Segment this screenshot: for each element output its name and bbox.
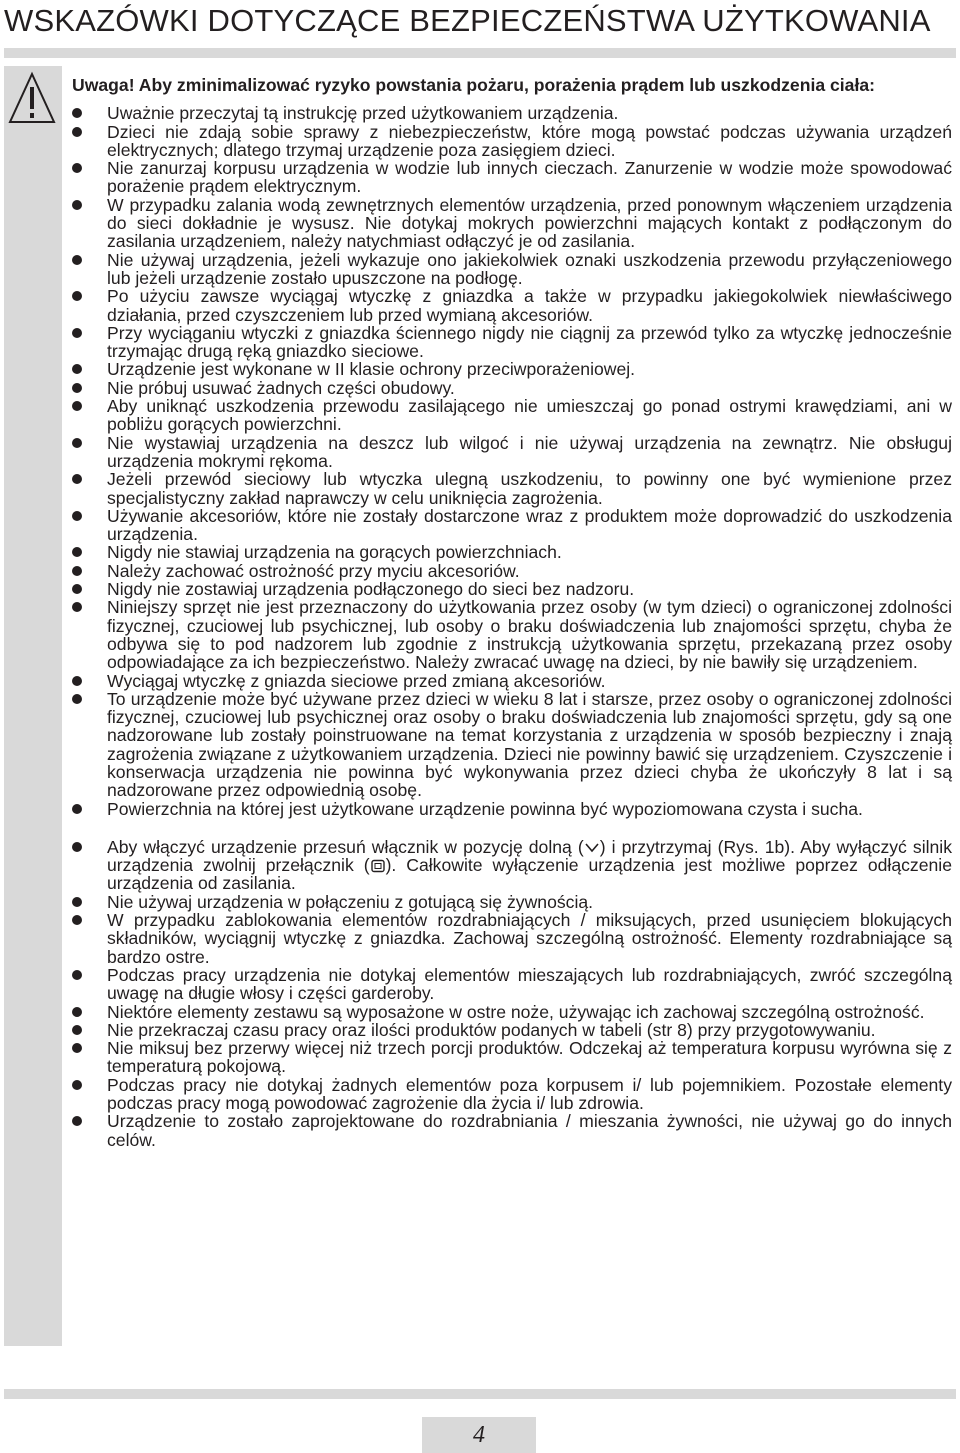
list-item-text: Urządzenie to zostało zaprojektowane do rozdrabniania / mieszania żywności, nie używaj go do innych celów. (107, 1111, 952, 1150)
list-item (72, 434, 952, 471)
list-item (72, 800, 952, 818)
bullet-icon (72, 842, 82, 852)
list-item (72, 507, 952, 544)
bullet-icon (72, 291, 82, 301)
bullet-icon (72, 383, 82, 393)
list-item (72, 324, 952, 361)
list-item (72, 598, 952, 671)
usage-list (72, 838, 952, 893)
list-item-text: Uważnie przeczytaj tą instrukcję przed użytkowaniem urządzenia. (107, 103, 619, 124)
bullet-icon (72, 401, 82, 411)
list-item (72, 470, 952, 507)
list-item (72, 159, 952, 196)
list-item (72, 911, 952, 966)
list-item (72, 196, 952, 251)
switch-off-icon (370, 859, 386, 873)
list-item-text: Po użyciu zawsze wyciągaj wtyczkę z gniazdka a także w przypadku jakiegokolwiek niewłaściwego działania, przed czyszczeniem lub przed wymianą akcesoriów. (107, 286, 952, 325)
bullet-icon (72, 804, 82, 814)
bullet-icon (72, 163, 82, 173)
bullet-icon (72, 1007, 82, 1017)
list-item (72, 672, 952, 690)
bullet-icon (72, 1043, 82, 1053)
list-item (72, 397, 952, 434)
bullet-icon (72, 970, 82, 980)
list-item-text: Przy wyciąganiu wtyczki z gniazdka ściennego nigdy nie ciągnij za przewód tylko za wtyczkę jednocześnie trzymając drugą ręką gniazdko sieciowe. (107, 322, 952, 362)
bullet-icon (72, 676, 82, 686)
list-item-text: Niektóre elementy zestawu są wyposażone w ostre noże, używając ich zachowaj szczególną ostrożność. (107, 1001, 925, 1022)
list-item-text: W przypadku zablokowania elementów rozdrabniających / miksujących, przed usunięciem blokujących składników, wyciągnij wtyczkę z gniazdka. Zachowaj szczególną ostrożność. Elementy rozdrabniające są bardzo ostre. (107, 910, 952, 967)
list-item (72, 1076, 952, 1113)
warning-heading: Uwaga! Aby zminimalizować ryzyko powstania pożaru, porażenia prądem lub uszkodzenia ciała: (72, 75, 875, 95)
list-item (72, 562, 952, 580)
list-item (72, 1003, 952, 1021)
bullet-icon (72, 127, 82, 137)
list-item-text: Nie miksuj bez przerwy więcej niż trzech porcji produktów. Odczekaj aż temperatura korpusu wyrówna się z temperaturą pokojową. (107, 1038, 952, 1077)
warning-triangle-icon (7, 70, 57, 128)
list-item-text: Nigdy nie zostawiaj urządzenia podłączonego do sieci bez nadzoru. (107, 579, 635, 600)
list-item: Aby włączyć urządzenie przesuń włącznik w pozycję dolną ( ) i przytrzymaj (Rys. 1b). Aby wyłączyć silnik urządzenia zwolnij przełącznik ( ). Całkowite wyłączenie urządzenia jest możliwe poprzez odłączenie urządzenia od zasilania. (72, 838, 952, 893)
bullet-icon (72, 108, 82, 118)
list-item-text: Niniejszy sprzęt nie jest przeznaczony do użytkowania przez osoby (w tym dzieci) o ograniczonej zdolności fizycznej, czuciowej lub psychicznej, lub osoby o braku doświadczenia lub znajomości sprzętu, chyba że odbywa się to pod nadzorem lub zgodnie z instrukcją użytkowania sprzętu, przekazaną przez osoby odpowiadające za ich bezpieczeństwo. Należy zwracać uwagę na dzieci, by nie bawiły się urządzeniem. (107, 597, 952, 673)
title-divider (4, 48, 956, 58)
bullet-icon (72, 566, 82, 576)
list-item (72, 1112, 952, 1149)
bullet-icon (72, 694, 82, 704)
list-item (72, 360, 952, 378)
list-item-text: Jeżeli przewód sieciowy lub wtyczka ulegną uszkodzeniu, to powinny one być wymienione przez specjalistyczny zakład naprawczy w celu uniknięcia zagrożenia. (107, 469, 952, 508)
list-item-text: Nie używaj urządzenia, jeżeli wykazuje ono jakiekolwiek oznaki uszkodzenia przewodu przyłączeniowego lub jeżeli urządzenie zostało upuszczone na podłogę. (107, 249, 952, 288)
list-item (72, 1021, 952, 1039)
safety-list (72, 104, 952, 818)
bullet-icon (72, 547, 82, 557)
bullet-icon (72, 584, 82, 594)
list-item-text: Nie wystawiaj urządzenia na deszcz lub wilgoć i nie używaj urządzenia na zewnątrz. Nie obsługuj urządzenia mokrymi rękoma. (107, 432, 952, 471)
bullet-icon (72, 255, 82, 265)
list-item-text: Podczas pracy urządzenia nie dotykaj elementów mieszających lub rozdrabniających, zwróć szczególną uwagę na długie włosy i części garderoby. (107, 964, 952, 1004)
list-item (72, 1039, 952, 1076)
bullet-icon (72, 1080, 82, 1090)
list-item-text: Powierzchnia na której jest użytkowane urządzenie powinna być wypoziomowana czysta i sucha. (107, 798, 863, 819)
bullet-icon (72, 1116, 82, 1126)
list-item-text: Wyciągaj wtyczkę z gniazda sieciowe przed zmianą akcesoriów. (107, 670, 606, 691)
list-item-text: Aby uniknąć uszkodzenia przewodu zasilającego nie umieszczaj go ponad ostrymi krawędziami, ani w pobliżu gorących powierzchni. (107, 396, 952, 435)
list-item (72, 287, 952, 324)
safety-instructions (72, 76, 952, 1149)
list-item-text: Podczas pracy nie dotykaj żadnych elementów poza korpusem i/ lub pojemnikiem. Pozostałe elementy podczas pracy mogą powodować zagrożenie dla życia i/ lub zdrowia. (107, 1074, 952, 1114)
page-number: 4 (422, 1417, 536, 1453)
list-item-text: To urządzenie może być używane przez dzieci w wieku 8 lat i starsze, przez osoby o ograniczonej zdolności fizycznej, czuciowej lub psychicznej oraz osoby o braku doświadczenia lub znajomości sprzętu, gdy są one nadzorowane lub zostały poinstruowane na temat korzystania z urządzenia w sposób bezpieczny i znają zagrożenia związane z użytkowaniem urządzenia. Dzieci nie powinny bawić się urządzeniem. Czyszczenie i konserwacja urządzenia nie powinna być wykonywania przez dzieci chyba że ukończyły 8 lat i są nadzorowane przez odpowiednią osobę. (107, 688, 952, 801)
list-item (72, 580, 952, 598)
list-item-text: Używanie akcesoriów, które nie zostały dostarczone wraz z produktem może doprowadzić do uszkodzenia urządzenia. (107, 505, 952, 545)
list-item (72, 690, 952, 800)
usage-list-continued (72, 893, 952, 1149)
bullet-icon (72, 364, 82, 374)
bullet-icon (72, 511, 82, 521)
bullet-icon (72, 438, 82, 448)
list-item-text: W przypadku zalania wodą zewnętrznych elementów urządzenia, przed ponownym włączeniem urządzenia do sieci dokładnie je wysusz. Nie dotykaj mokrych powierzchni mających kontakt z podłączonym do zasilania urządzeniem, należy natychmiast odłączyć je od zasilania. (107, 194, 952, 252)
list-item (72, 893, 952, 911)
page-title: WSKAZÓWKI DOTYCZĄCE BEZPIECZEŃSTWA UŻYTKOWANIA (4, 3, 931, 38)
list-item (72, 104, 952, 122)
bullet-icon (72, 200, 82, 210)
list-item-text: Nie przekraczaj czasu pracy oraz ilości produktów podanych w tabeli (str 8) przy przygotowywaniu. (107, 1019, 876, 1040)
list-item-text: Nie próbuj usuwać żadnych części obudowy. (107, 377, 455, 398)
footer-divider (4, 1389, 956, 1399)
list-item-text: Należy zachować ostrożność przy myciu akcesoriów. (107, 560, 520, 581)
switch-down-icon (584, 841, 600, 855)
list-item (72, 123, 952, 160)
list-item-text: Nigdy nie stawiaj urządzenia na gorących powierzchniach. (107, 542, 562, 563)
list-item-text: Nie zanurzaj korpusu urządzenia w wodzie lub innych cieczach. Zanurzenie w wodzie może spowodować porażenie prądem elektrycznym. (107, 158, 952, 197)
list-item-text: Nie używaj urządzenia w połączeniu z gotującą się żywnością. (107, 891, 594, 912)
bullet-icon (72, 328, 82, 338)
list-item (72, 251, 952, 288)
bullet-icon (72, 897, 82, 907)
list-item (72, 543, 952, 561)
bullet-icon (72, 602, 82, 612)
list-item (72, 379, 952, 397)
list-item-text: Dzieci nie zdają sobie sprawy z niebezpieczeństw, które mogą powstać podczas używania urządzeń elektrycznych; dlatego trzymaj urządzenie poza zasięgiem dzieci. (107, 121, 952, 160)
side-bar (4, 66, 62, 1346)
bullet-icon (72, 1025, 82, 1035)
list-item (72, 966, 952, 1003)
bullet-icon (72, 915, 82, 925)
bullet-icon (72, 474, 82, 484)
list-item-text: Urządzenie jest wykonane w II klasie ochrony przeciwporażeniowej. (107, 359, 636, 380)
